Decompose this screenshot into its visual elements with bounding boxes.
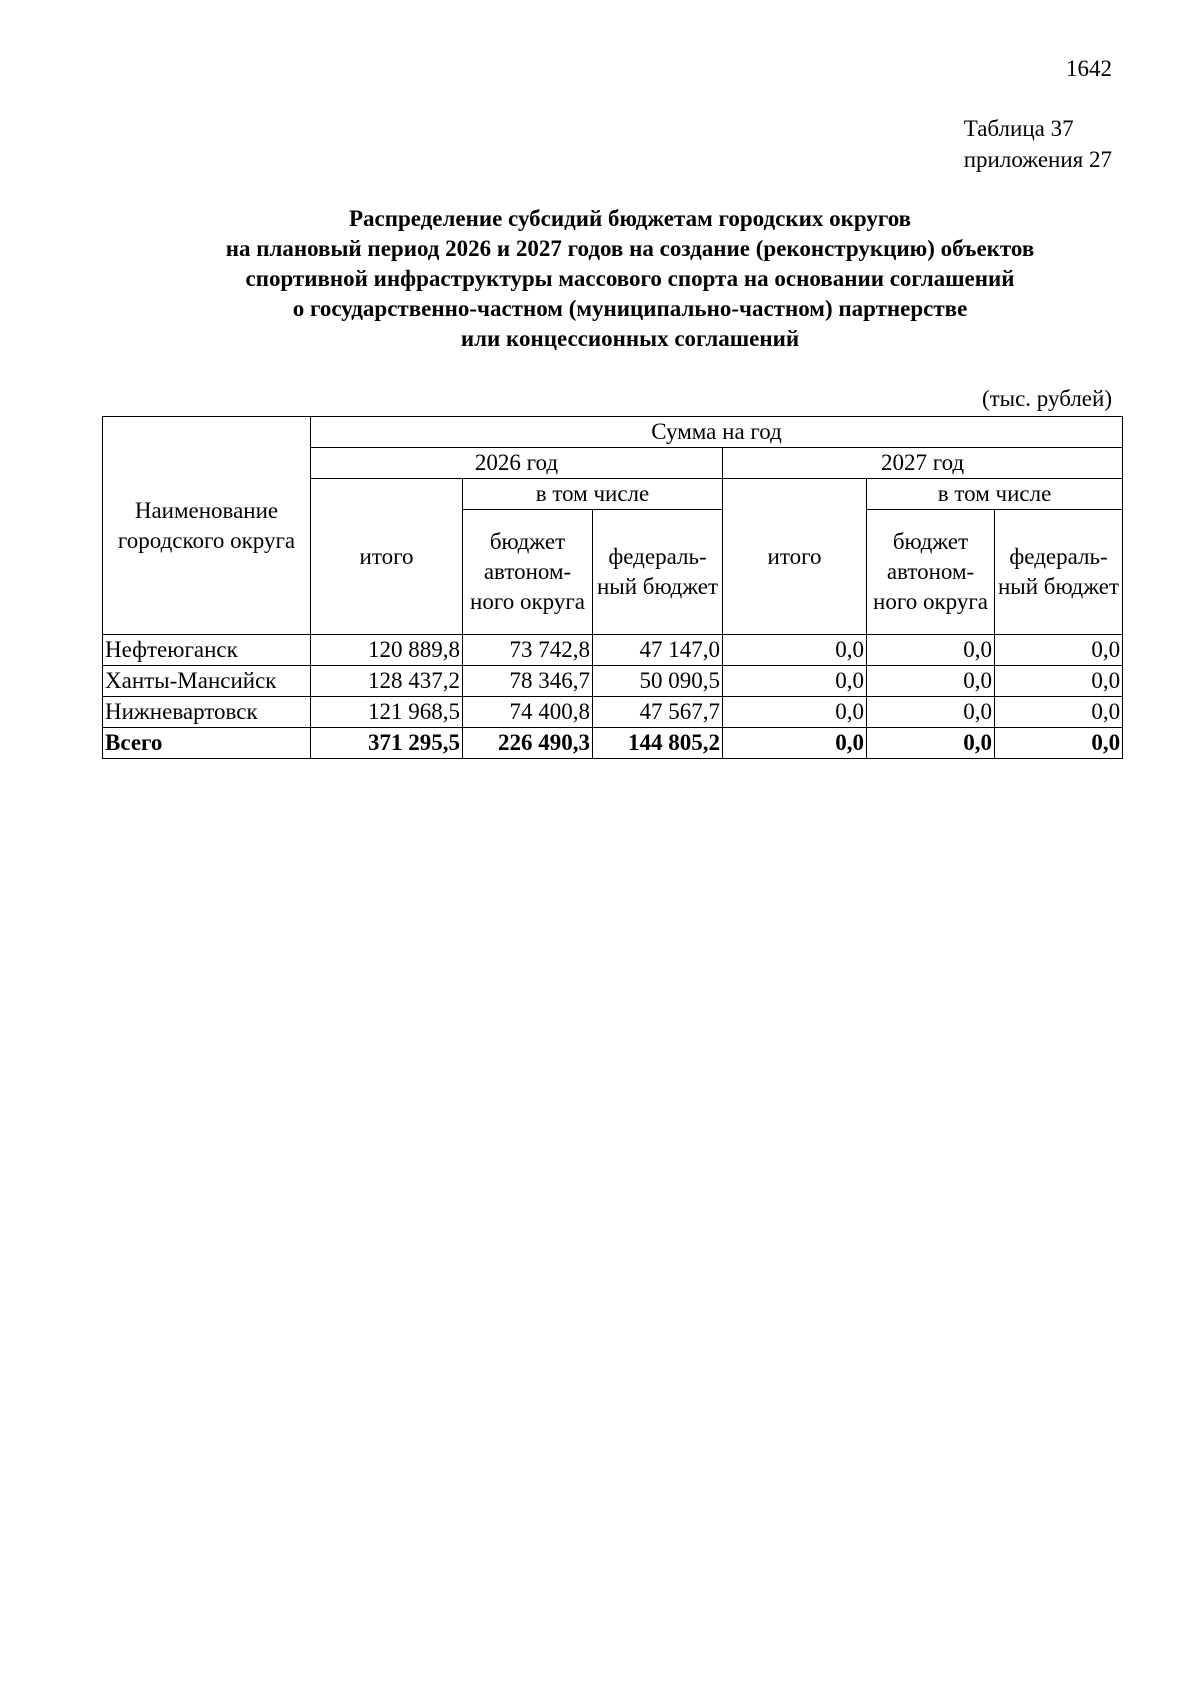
title-line: спортивной инфраструктуры массового спорта на основании соглашений <box>245 266 1015 291</box>
table-caption-appendix: приложения 27 <box>963 147 1112 172</box>
cell-total-2026: 120 889,8 <box>311 635 463 666</box>
title-line: о государственно-частном (муниципально-частном) партнерстве <box>292 296 968 321</box>
page-number: 1642 <box>1066 56 1112 81</box>
total-budget-ao-2027: 0,0 <box>867 728 995 759</box>
cell-budget-ao-2026: 73 742,8 <box>463 635 593 666</box>
table-row <box>103 635 1123 666</box>
table-row <box>103 697 1123 728</box>
cell-total-2026: 128 437,2 <box>311 666 463 697</box>
cell-budget-ao-2027: 0,0 <box>867 635 995 666</box>
title-line: или концессионных соглашений <box>460 326 800 351</box>
cell-budget-ao-2026: 78 346,7 <box>463 666 593 697</box>
table-caption-number: Таблица 37 <box>963 116 1074 141</box>
total-federal-2026: 144 805,2 <box>593 728 723 759</box>
row-district-name: Нефтеюганск <box>103 635 311 666</box>
header-including-2026: в том числе <box>463 479 723 510</box>
header-total-2027: итого <box>723 479 867 635</box>
table-caption <box>964 113 1112 175</box>
total-total-2027: 0,0 <box>723 728 867 759</box>
header-federal-2026: федераль-ный бюджет <box>593 510 723 635</box>
header-including-2027: в том числе <box>867 479 1123 510</box>
row-district-name: Нижневартовск <box>103 697 311 728</box>
cell-budget-ao-2026: 74 400,8 <box>463 697 593 728</box>
total-budget-ao-2026: 226 490,3 <box>463 728 593 759</box>
header-year-2026: 2026 год <box>311 448 723 479</box>
cell-federal-2027: 0,0 <box>995 666 1123 697</box>
header-federal-2027: федераль-ный бюджет <box>995 510 1123 635</box>
cell-total-2027: 0,0 <box>723 635 867 666</box>
header-row <box>103 417 1123 448</box>
unit-note: (тыс. рублей) <box>981 386 1112 411</box>
cell-budget-ao-2027: 0,0 <box>867 697 995 728</box>
header-sum-per-year: Сумма на год <box>311 417 1123 448</box>
header-year-2027: 2027 год <box>723 448 1123 479</box>
cell-federal-2026: 50 090,5 <box>593 666 723 697</box>
row-district-name: Ханты-Мансийск <box>103 666 311 697</box>
cell-federal-2026: 47 567,7 <box>593 697 723 728</box>
table-row <box>103 666 1123 697</box>
header-total-2026: итого <box>311 479 463 635</box>
total-row <box>103 728 1123 759</box>
total-total-2026: 371 295,5 <box>311 728 463 759</box>
document-title <box>0 204 1200 354</box>
header-district-name: Наименование городского округа <box>103 417 311 635</box>
cell-federal-2027: 0,0 <box>995 635 1123 666</box>
cell-total-2027: 0,0 <box>723 666 867 697</box>
cell-budget-ao-2027: 0,0 <box>867 666 995 697</box>
total-federal-2027: 0,0 <box>995 728 1123 759</box>
total-label: Всего <box>103 728 311 759</box>
cell-total-2027: 0,0 <box>723 697 867 728</box>
cell-total-2026: 121 968,5 <box>311 697 463 728</box>
header-budget-ao-2026: бюджет автоном-ного округа <box>463 510 593 635</box>
subsidy-table <box>102 416 1123 759</box>
title-line: на плановый период 2026 и 2027 годов на создание (реконструкцию) объектов <box>225 236 1035 261</box>
header-budget-ao-2027: бюджет автоном-ного округа <box>867 510 995 635</box>
title-line: Распределение субсидий бюджетам городских округов <box>348 206 912 231</box>
cell-federal-2027: 0,0 <box>995 697 1123 728</box>
cell-federal-2026: 47 147,0 <box>593 635 723 666</box>
